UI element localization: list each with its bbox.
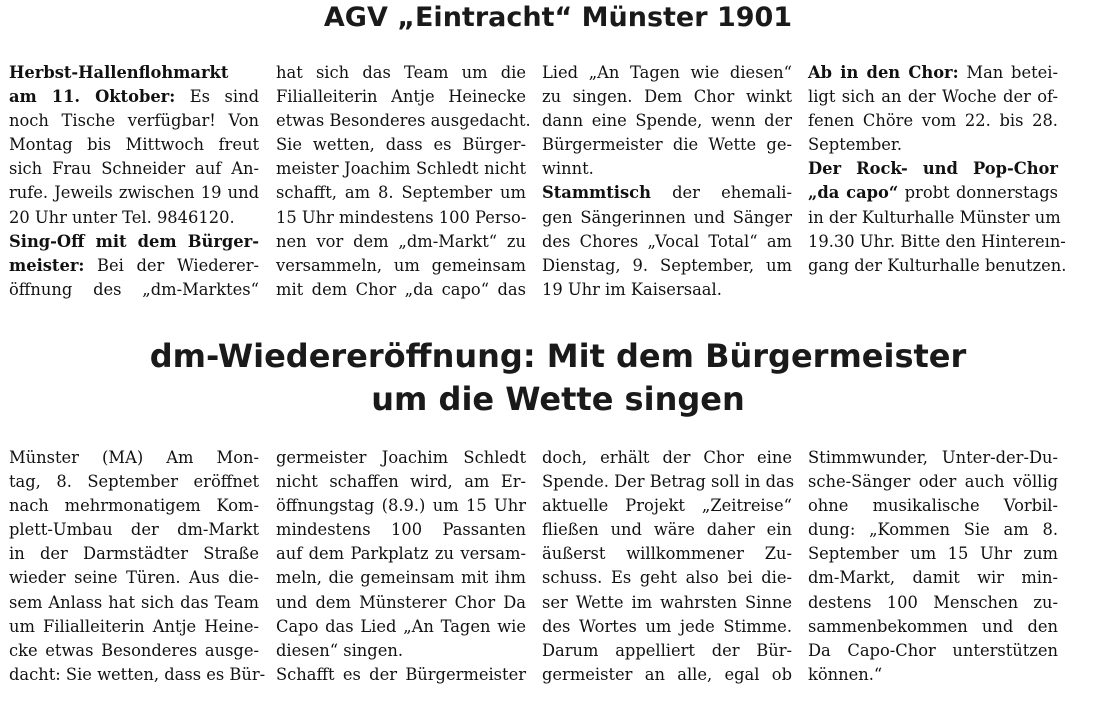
line-text: Es sind [175,87,259,107]
line-text: Spende. Der Betrag soll in das [542,472,795,492]
text-line [542,446,792,470]
text-line [276,446,526,470]
line-text: 15 Uhr mindestens 100 Perso- [276,207,527,227]
line-text: ohne musikalische Vorbil- [808,496,1058,516]
text-line [808,470,1058,494]
bold-lead-in: meister: [9,255,85,275]
text-line [9,494,259,518]
line-text: 19.30 Uhr. Bitte den Hintereın- [808,231,1066,251]
text-line [808,518,1058,542]
line-text: dann eine Spende, wenn der [542,111,792,131]
line-text: äußerst willkommener Zu- [542,544,792,564]
text-line [542,61,792,85]
line-text: zu singen. Dem Chor winkt [542,87,792,107]
text-line [542,230,792,254]
line-text: sem Anlass hat sich das Team [9,592,259,612]
bold-lead-in: Stammtisch [542,183,651,203]
text-line [542,663,792,687]
text-line [808,615,1058,639]
line-text: plett-Umbau der dm-Markt [9,520,259,540]
line-text: September. [808,135,903,155]
text-line [542,518,792,542]
article-column-1 [9,446,266,687]
line-text: Dienstag, 9. September, um [542,255,792,275]
text-line [276,494,526,518]
text-line [808,133,1058,157]
line-text: dacht: Sie wetten, dass es Bür- [9,664,266,684]
text-line [808,446,1058,470]
text-line [9,566,259,590]
text-line [808,157,1058,181]
text-line [542,181,792,205]
text-line [808,206,1061,230]
line-text: Bürgermeister die Wette ge- [542,135,792,155]
top-column-4 [808,61,1067,278]
line-text: noch Tische verfügbar! Von [9,111,259,131]
line-text: destens 100 Menschen zu- [808,592,1058,612]
text-line [276,85,526,109]
text-line [9,133,259,157]
text-line [542,639,792,663]
line-text: ligt sich an der Woche der of- [808,87,1058,107]
article-headline [0,335,1116,421]
text-line [9,61,259,85]
text-line [276,663,526,687]
bold-lead-in: „da capo“ [808,183,899,203]
text-line [276,278,526,302]
bold-lead-in: Ab in den Chor: [808,63,959,82]
text-line [808,591,1058,615]
line-text: Darum appelliert der Bür- [542,640,792,660]
text-line [276,133,526,157]
line-text: rufe. Jeweils zwischen 19 und [9,183,259,203]
line-text: Man betei- [958,63,1058,82]
line-text: in der Kulturhalle Münster um [808,207,1061,227]
line-text: nen vor dem „dm-Markt“ zu [276,231,526,251]
line-text: mindestens 100 Passanten [276,520,526,540]
line-text: versammeln, um gemeinsam [276,255,526,275]
text-line [808,85,1058,109]
line-text: schuss. Es geht also bei die- [542,568,792,588]
line-text: germeister an alle, egal ob [542,664,792,684]
bold-lead-in: Der Rock- und Pop-Chor [808,159,1058,179]
line-text: des Chores „Vocal Total“ am [542,231,792,251]
line-text: der ehemali- [650,183,792,203]
text-line [276,518,526,542]
text-line [542,494,792,518]
line-text: tag, 8. September eröffnet [9,472,259,492]
text-line [808,230,1066,254]
bold-lead-in: am 11. Oktober: [9,87,176,107]
text-line [276,61,526,85]
line-text: meister Joachim Schledt nicht [276,159,526,179]
headline-line-2: um die Wette singen [371,380,745,418]
text-line [9,542,259,566]
text-line [276,615,526,639]
text-line [808,663,1058,687]
line-text: aktuelle Projekt „Zeitreise“ [542,496,792,516]
text-line [808,61,1058,85]
text-line [276,206,526,230]
line-text: fenen Chöre vom 22. bis 28. [808,111,1058,131]
line-text: ser Wette im wahrsten Sinne [542,592,792,612]
line-text: winnt. [542,159,594,179]
line-text: September um 15 Uhr zum [808,544,1058,564]
line-text: Sie wetten, dass es Bürger- [276,135,526,155]
line-text: wieder seine Türen. Aus die- [9,568,259,588]
text-line [276,591,526,615]
line-text: etwas Besonderes ausgedacht. [276,111,531,131]
bold-lead-in: Sing-Off mit dem Bürger- [9,231,259,251]
text-line [9,254,259,278]
line-text: meln, die gemeinsam mit ihm [276,568,526,588]
text-line [808,494,1058,518]
text-line [9,446,259,470]
top-column-2 [276,61,531,302]
line-text: nach mehrmonatigem Kom- [9,496,259,516]
text-line [808,109,1058,133]
text-line [276,181,526,205]
line-text: gen Sängerinnen und Sänger [542,207,792,227]
text-line [9,518,259,542]
line-text: sich Frau Schneider auf An- [9,159,259,179]
text-line [542,85,792,109]
text-line [276,470,526,494]
line-text: Capo das Lied „An Tagen wie [276,616,526,636]
text-line [276,230,526,254]
text-line [276,157,526,181]
text-line [276,254,526,278]
line-text: schafft, am 8. September um [276,183,526,203]
text-line [9,230,259,254]
text-line [9,278,259,302]
line-text: Lied „An Tagen wie diesen“ [542,63,792,82]
line-text: hat sich das Team um die [276,63,526,82]
text-line [9,663,266,687]
article-column-3 [542,446,795,687]
text-line [9,615,259,639]
line-text: Bei der Wiederer- [84,255,259,275]
text-line [542,157,792,181]
line-text: Stimmwunder, Unter-der-Du- [808,448,1058,467]
line-text: cke etwas Besonderes ausge- [9,640,259,660]
line-text: öffnung des „dm-Marktes“ [9,279,259,299]
text-line [542,254,792,278]
line-text: diesen“ singen. [276,640,404,660]
text-line [542,566,792,590]
line-text: auf dem Parkplatz zu versam- [276,544,526,564]
line-text: Schafft es der Bürgermeister [276,664,526,684]
line-text: doch, erhält der Chor eine [542,448,792,467]
article-column-2 [276,446,526,687]
line-text: um Filialleiterin Antje Heine- [9,616,259,636]
line-text: nicht schaffen wird, am Er- [276,472,526,492]
headline-line-1: dm-Wiedereröffnung: Mit dem Bürgermeister [149,337,967,375]
top-column-1 [9,61,259,302]
text-line [276,566,526,590]
line-text: 20 Uhr unter Tel. 9846120. [9,207,235,227]
line-text: 19 Uhr im Kaisersaal. [542,279,722,299]
line-text: dm-Markt, damit wir min- [808,568,1058,588]
section-title: AGV „Eintracht“ Münster 1901 [323,2,793,33]
text-line [542,542,792,566]
text-line [542,278,792,302]
text-line [542,133,792,157]
text-line [542,206,792,230]
text-line [9,591,259,615]
text-line [9,639,259,663]
text-line [276,639,526,663]
text-line [808,639,1058,663]
line-text: Montag bis Mittwoch freut [9,135,259,155]
text-line [808,254,1067,278]
text-line [276,542,526,566]
text-line [9,157,259,181]
text-line [542,615,792,639]
text-line [542,591,792,615]
line-text: in der Darmstädter Straße [9,544,259,564]
line-text: des Wortes um jede Stimme. [542,616,792,636]
line-text: können.“ [808,664,883,684]
line-text: gang der Kulturhalle benutzen. [808,255,1067,275]
line-text: sche-Sänger oder auch völlig [808,472,1058,492]
line-text: Da Capo-Chor unterstützen [808,640,1058,660]
line-text: probt donnerstags [898,183,1058,203]
line-text: sammenbekommen und den [808,616,1058,636]
line-text: dung: „Kommen Sie am 8. [808,520,1058,540]
line-text: Filialleiterin Antje Heinecke [276,87,526,107]
line-text: und dem Münsterer Chor Da [276,592,526,612]
line-text: Münster (MA) Am Mon- [9,448,259,467]
article-column-4 [808,446,1058,687]
line-text: mit dem Chor „da capo“ das [276,279,526,299]
text-line [9,470,259,494]
text-line [542,470,795,494]
text-line [9,109,259,133]
text-line [808,566,1058,590]
text-line [9,206,259,230]
text-line [542,109,792,133]
line-text: germeister Joachim Schledt [276,448,526,467]
text-line [808,542,1058,566]
text-line [9,181,259,205]
text-line [9,85,259,109]
text-line [276,109,531,133]
text-line [808,181,1058,205]
line-text: öffnungstag (8.9.) um 15 Uhr [276,496,526,516]
bold-lead-in: Herbst-Hallenflohmarkt [9,63,229,82]
line-text: fließen und wäre daher ein [542,520,792,540]
top-column-3 [542,61,792,302]
